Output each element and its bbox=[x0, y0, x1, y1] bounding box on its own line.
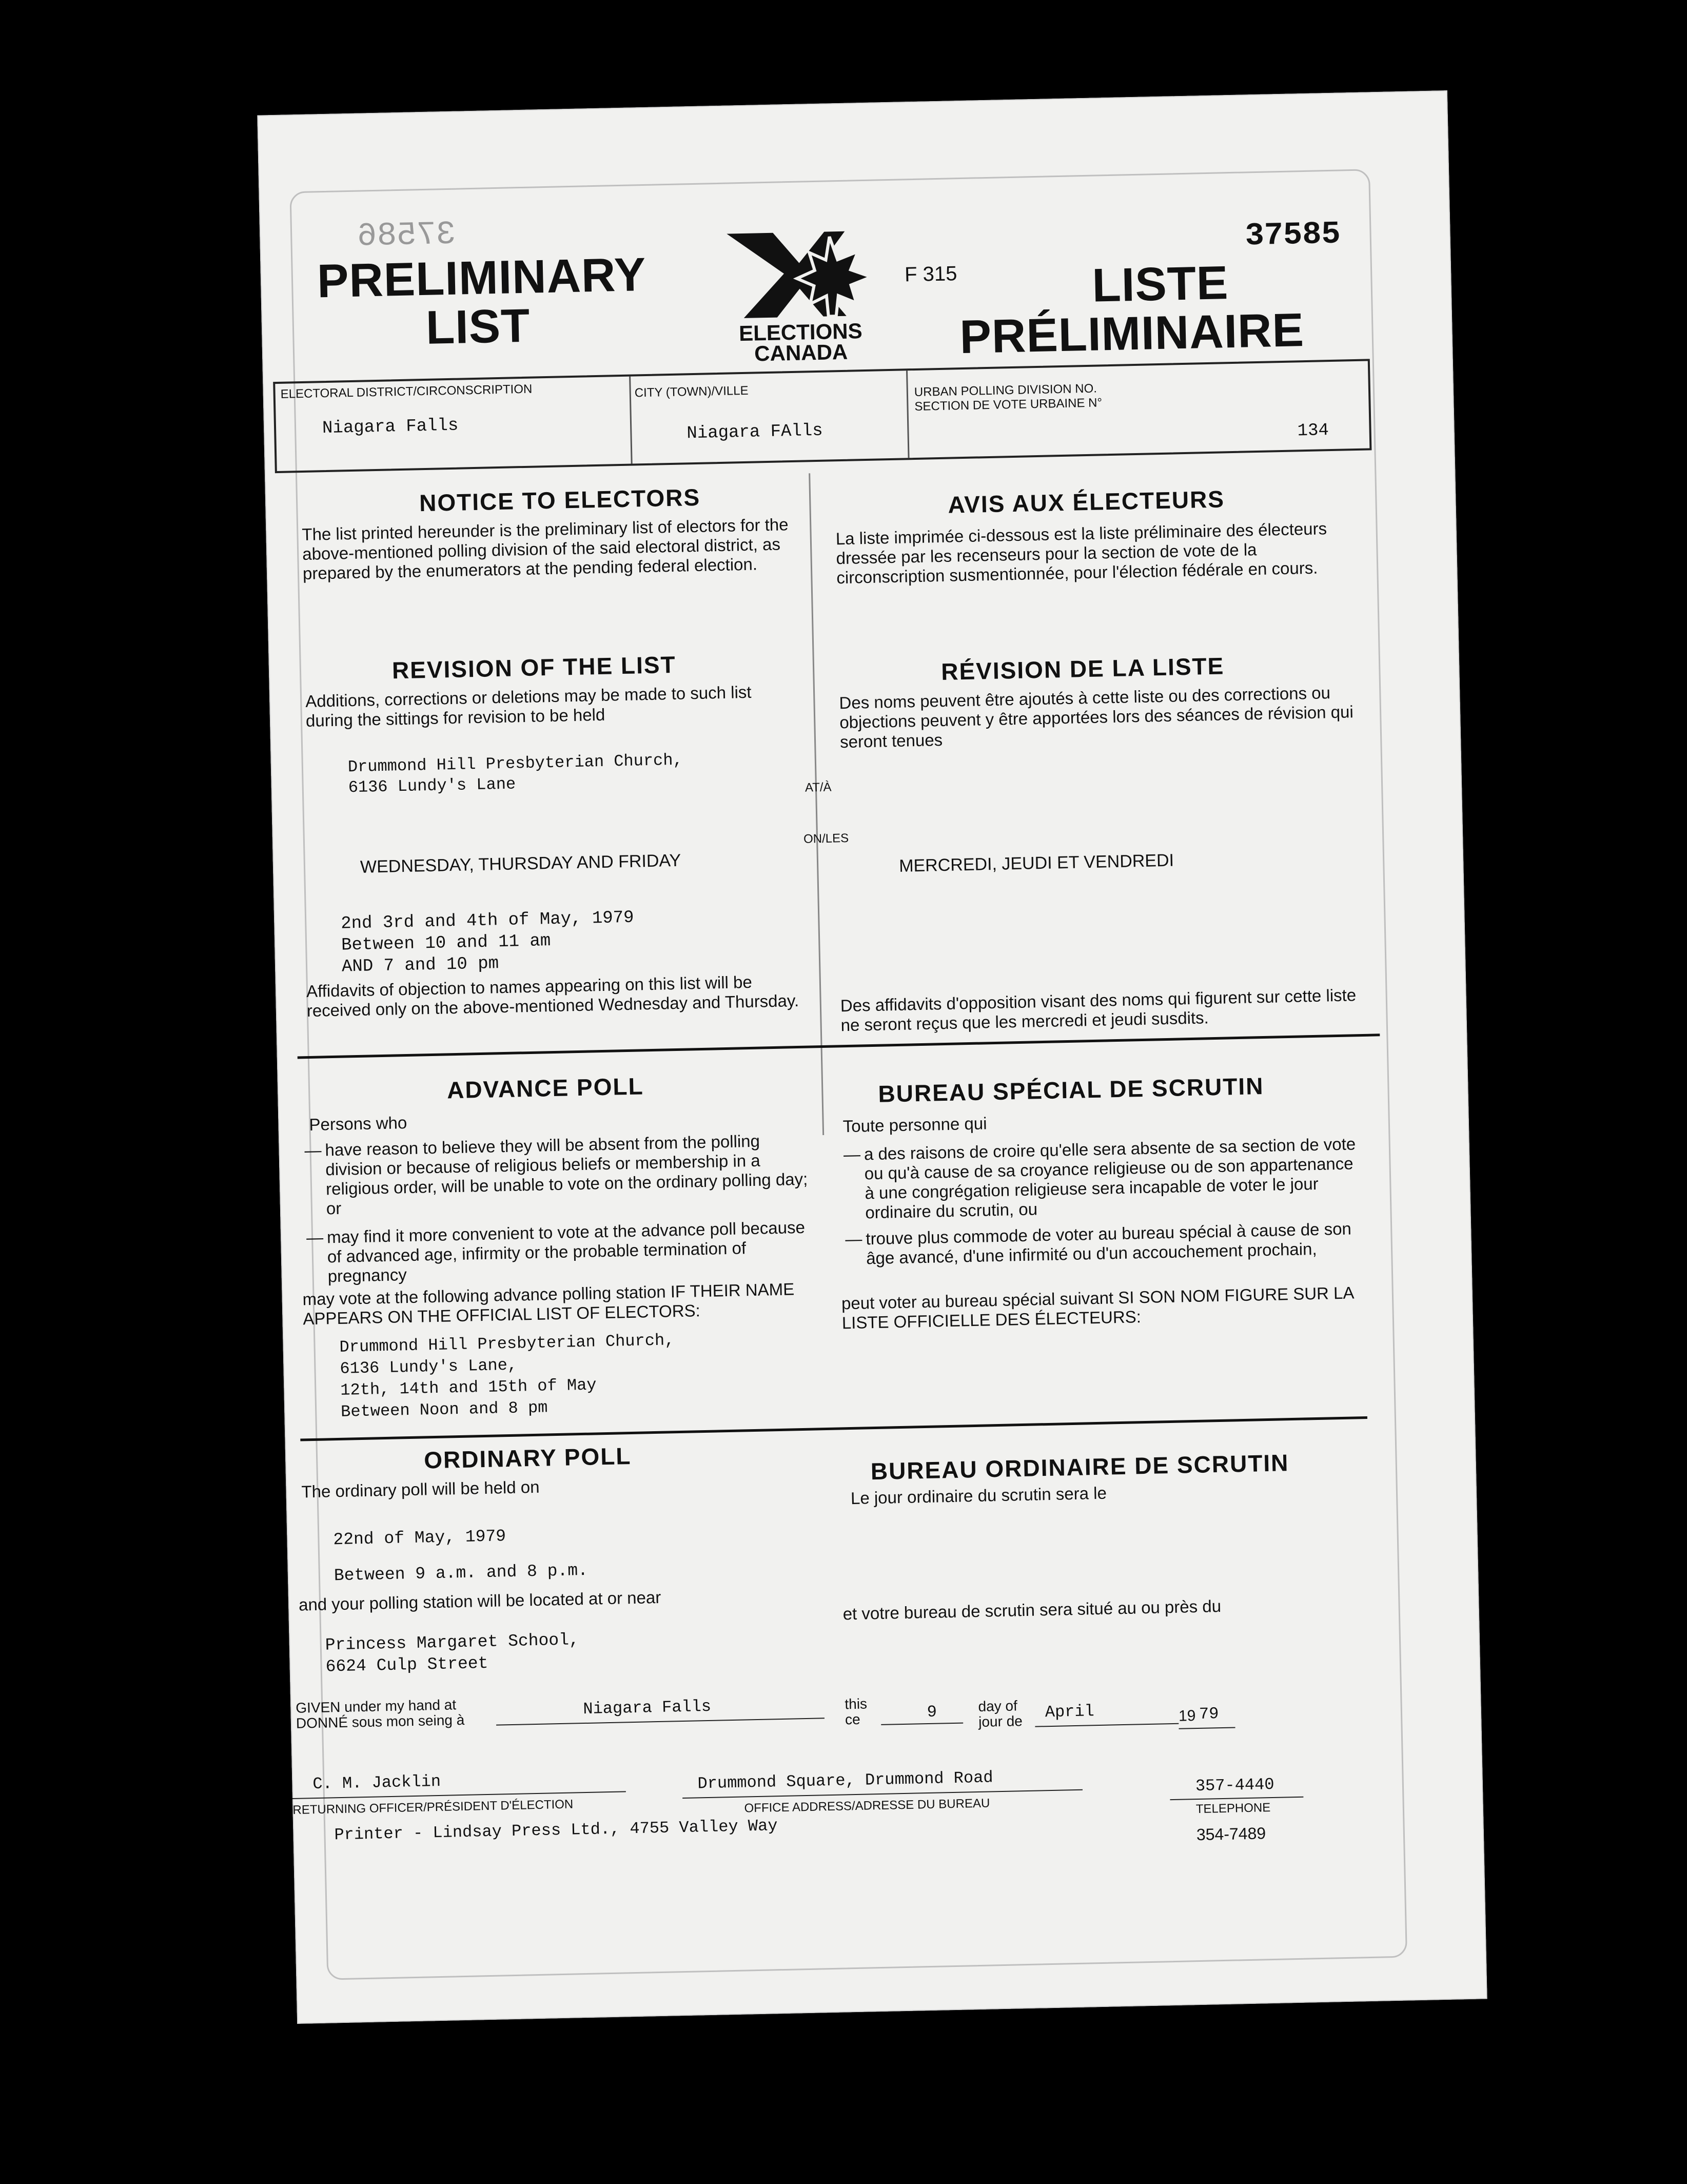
elections-canada-logo bbox=[711, 220, 889, 366]
at-label: AT/À bbox=[805, 780, 832, 795]
advance-may-vote-en: may vote at the following advance polling station IF THEIR NAME APPEARS ON THE OFFICIAL LIST OF ELECTORS: bbox=[302, 1279, 795, 1329]
polling-division-value: 134 bbox=[1297, 421, 1329, 441]
advance-persons-en: Persons who bbox=[309, 1113, 407, 1135]
office-address-label: OFFICE ADDRESS/ADRESSE DU BUREAU bbox=[744, 1796, 990, 1816]
city-label: CITY (TOWN)/VILLE bbox=[634, 383, 749, 400]
advance-dates: 12th, 14th and 15th of May bbox=[340, 1375, 597, 1400]
officer-name: C. M. Jacklin bbox=[312, 1771, 441, 1794]
ordinary-station-fr: et votre bureau de scrutin sera situé au ou près du bbox=[842, 1596, 1222, 1624]
advance-persons-fr: Toute personne qui bbox=[842, 1114, 987, 1136]
day-of-label: day of jour de bbox=[978, 1698, 1023, 1730]
polling-division-label-fr: SECTION DE VOTE URBAINE N° bbox=[914, 396, 1103, 414]
telephone: 357-4440 bbox=[1195, 1775, 1274, 1796]
ordinary-place-line2: 6624 Culp Street bbox=[325, 1653, 488, 1676]
ordinary-heading-fr: BUREAU ORDINAIRE DE SCRUTIN bbox=[870, 1449, 1289, 1485]
city-value: Niagara FAlls bbox=[686, 421, 823, 444]
advance-hours: Between Noon and 8 pm bbox=[340, 1398, 548, 1421]
notice-text-en: The list printed hereunder is the preliminary list of electors for the above-mentioned polling division of the said electoral district, as prepared by the enumerators at the pending federal election. bbox=[302, 515, 789, 583]
title-en-line1: PRELIMINARY bbox=[317, 248, 647, 308]
ordinary-intro-fr: Le jour ordinaire du scrutin sera le bbox=[850, 1483, 1107, 1508]
revision-days-en: WEDNESDAY, THURSDAY AND FRIDAY bbox=[360, 850, 681, 877]
advance-place-line2: 6136 Lundy's Lane, bbox=[340, 1355, 518, 1378]
notice-heading-en: NOTICE TO ELECTORS bbox=[419, 483, 701, 517]
notice-heading-fr: AVIS AUX ÉLECTEURS bbox=[947, 485, 1225, 518]
telephone-handwritten: 354-7489 bbox=[1196, 1824, 1266, 1844]
given-place: Niagara Falls bbox=[583, 1697, 712, 1719]
advance-item1-fr: — a des raisons de croire qu'elle sera absente de sa section de vote ou qu'à cause de sa croyance religieuse ou de son appartenance à une congrégation religieuse sera incapable de voter le jour ordinaire du scrutin, ou bbox=[843, 1134, 1356, 1222]
revision-hours-evening: AND 7 and 10 pm bbox=[341, 954, 499, 977]
printer-line: Printer - Lindsay Press Ltd., 4755 Valley Way bbox=[334, 1816, 778, 1845]
revision-place-line1: Drummond Hill Presbyterian Church, bbox=[347, 750, 683, 777]
telephone-label: TELEPHONE bbox=[1195, 1801, 1271, 1817]
title-en-line2: LIST bbox=[425, 299, 531, 354]
logo-text-canada: CANADA bbox=[754, 339, 848, 366]
advance-heading-en: ADVANCE POLL bbox=[446, 1072, 644, 1104]
given-year: 79 bbox=[1199, 1704, 1219, 1724]
advance-item2-en: — may find it more convenient to vote at the advance poll because of advanced age, infirmity or the probable termination of pregnancy bbox=[306, 1217, 806, 1286]
ordinary-date: 22nd of May, 1979 bbox=[333, 1527, 506, 1550]
advance-item1-en: — have reason to believe they will be absent from the polling division or because of religious beliefs or membership in a religious order, will be unable to vote on the ordinary polling day; or bbox=[304, 1131, 808, 1218]
given-month: April bbox=[1045, 1702, 1095, 1722]
advance-may-vote-fr: peut voter au bureau spécial suivant SI SON NOM FIGURE SUR LA LISTE OFFICIELLE DES ÉLECTEURS: bbox=[841, 1283, 1353, 1333]
ordinary-place-line1: Princess Margaret School, bbox=[325, 1630, 580, 1655]
affidavit-text-fr: Des affidavits d'opposition visant des noms qui figurent sur cette liste ne seront reçus que les mercredi et jeudi susdits. bbox=[840, 985, 1357, 1035]
revision-days-fr: MERCREDI, JEUDI ET VENDREDI bbox=[898, 850, 1174, 876]
maple-leaf-x-icon bbox=[711, 220, 888, 321]
form-number: 37585 bbox=[1244, 216, 1341, 255]
office-address: Drummond Square, Drummond Road bbox=[697, 1768, 993, 1793]
district-label: ELECTORAL DISTRICT/CIRCONSCRIPTION bbox=[280, 382, 533, 401]
title-fr-line2: PRÉLIMINAIRE bbox=[959, 304, 1305, 364]
officer-label: RETURNING OFFICER/PRÉSIDENT D'ÉLECTION bbox=[292, 1797, 574, 1817]
title-fr-line1: LISTE bbox=[1091, 257, 1229, 312]
given-label: GIVEN under my hand at DONNÉ sous mon seing à bbox=[295, 1697, 465, 1731]
revision-heading-en: REVISION OF THE LIST bbox=[391, 651, 677, 684]
affidavit-text-en: Affidavits of objection to names appearing on this list will be received only on the above-mentioned Wednesday and Thursday. bbox=[306, 972, 799, 1021]
district-value: Niagara Falls bbox=[322, 416, 459, 439]
logo-text-elections: ELECTIONS bbox=[738, 319, 863, 346]
ordinary-hours: Between 9 a.m. and 8 p.m. bbox=[334, 1561, 589, 1586]
revision-text-fr: Des noms peuvent être ajoutés à cette liste ou des corrections ou objections peuvent y être apportées lors des séances de révision qui seront tenues bbox=[839, 683, 1354, 752]
ghost-form-number: 37586 bbox=[357, 216, 457, 256]
this-day-label: this ce bbox=[845, 1695, 868, 1728]
document-page bbox=[257, 90, 1487, 2024]
ordinary-intro-en: The ordinary poll will be held on bbox=[301, 1477, 540, 1502]
ordinary-heading-en: ORDINARY POLL bbox=[423, 1442, 632, 1474]
revision-dates: 2nd 3rd and 4th of May, 1979 bbox=[340, 908, 634, 934]
revision-place-line2: 6136 Lundy's Lane bbox=[348, 774, 516, 797]
advance-place-line1: Drummond Hill Presbyterian Church, bbox=[339, 1331, 675, 1357]
advance-item2-fr: — trouve plus commode de voter au bureau spécial à cause de son âge avancé, d'une infirmité ou d'un accouchement prochain, bbox=[845, 1219, 1352, 1268]
ordinary-station-en: and your polling station will be located at or near bbox=[298, 1587, 661, 1614]
year-prefix: 19 bbox=[1178, 1707, 1196, 1725]
advance-heading-fr: BUREAU SPÉCIAL DE SCRUTIN bbox=[877, 1072, 1264, 1107]
revision-hours-morning: Between 10 and 11 am bbox=[341, 931, 551, 956]
form-code: F 315 bbox=[904, 262, 957, 286]
notice-text-fr: La liste imprimée ci-dessous est la liste préliminaire des électeurs dressée par les recenseurs pour la section de vote de la circonscription susmentionnée, pour l'élection fédérale en cours. bbox=[835, 519, 1327, 588]
on-label: ON/LES bbox=[803, 831, 849, 846]
revision-text-en: Additions, corrections or deletions may be made to such list during the sittings for revision to be held bbox=[305, 682, 752, 730]
given-day: 9 bbox=[927, 1702, 937, 1722]
revision-heading-fr: RÉVISION DE LA LISTE bbox=[940, 652, 1225, 686]
polling-division-label-en: URBAN POLLING DIVISION NO. bbox=[914, 381, 1097, 399]
